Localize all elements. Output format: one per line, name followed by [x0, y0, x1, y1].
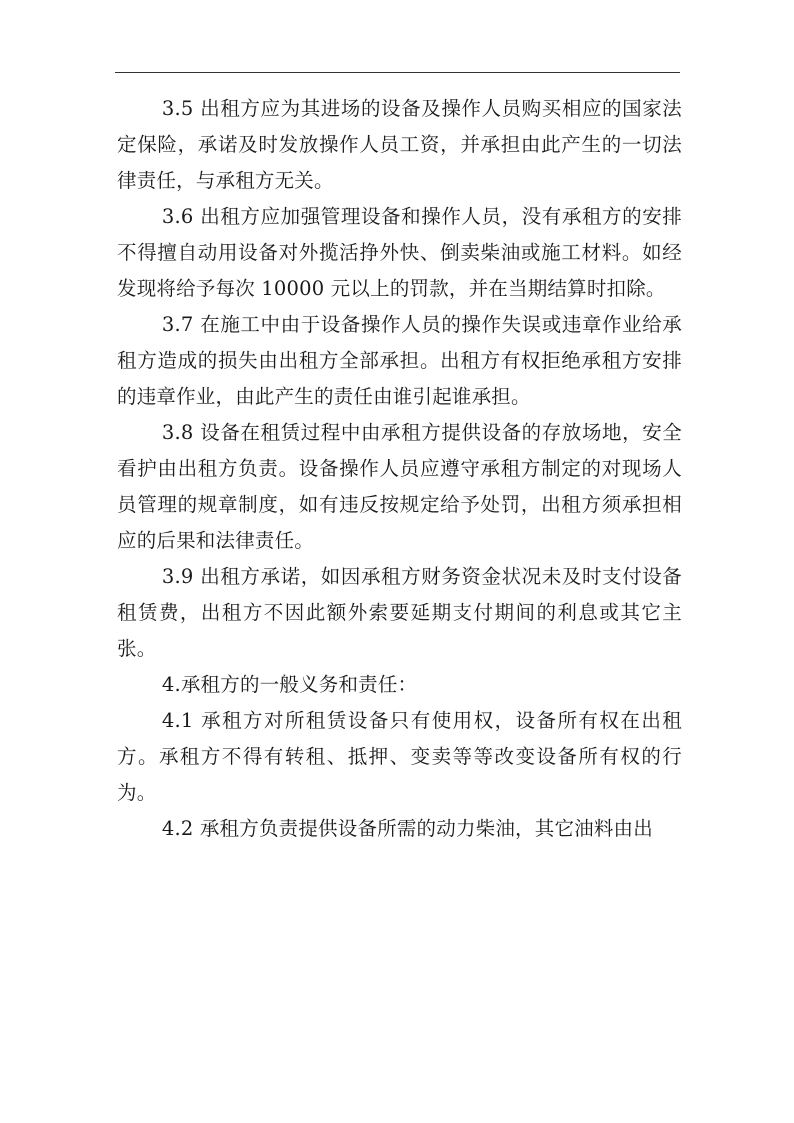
document-body [117, 91, 682, 847]
paragraph-3-8: 3.8 设备在租赁过程中由承租方提供设备的存放场地，安全看护由出租方负责。设备操作人员应遵守承租方制定的对现场人员管理的规章制度，如有违反按规定给予处罚，出租方须承担相应的后果和法律责任。 [117, 421, 682, 552]
paragraph-3-9: 3.9 出租方承诺，如因承租方财务资金状况未及时支付设备租赁费，出租方不因此额外索要延期支付期间的利息或其它主张。 [117, 565, 682, 660]
paragraph-3-5: 3.5 出租方应为其进场的设备及操作人员购买相应的国家法定保险，承诺及时发放操作人员工资，并承担由此产生的一切法律责任，与承租方无关。 [117, 97, 682, 192]
paragraph-3-6: 3.6 出租方应加强管理设备和操作人员，没有承租方的安排不得擅自动用设备对外揽活挣外快、倒卖柴油或施工材料。如经发现将给予每次 10000 元以上的罚款，并在当期结算时扣除。 [117, 205, 682, 300]
paragraph-4-1: 4.1 承租方对所租赁设备只有使用权，设备所有权在出租方。承租方不得有转租、抵押、变卖等等改变设备所有权的行为。 [117, 709, 682, 804]
paragraph-4-2: 4.2 承租方负责提供设备所需的动力柴油，其它油料由出 [161, 817, 653, 840]
paragraph-3-7: 3.7 在施工中由于设备操作人员的操作失误或违章作业给承租方造成的损失由出租方全部承担。出租方有权拒绝承租方安排的违章作业，由此产生的责任由谁引起谁承担。 [117, 313, 682, 408]
header-rule [115, 72, 680, 73]
section-4-heading: 4.承租方的一般义务和责任： [161, 673, 418, 696]
